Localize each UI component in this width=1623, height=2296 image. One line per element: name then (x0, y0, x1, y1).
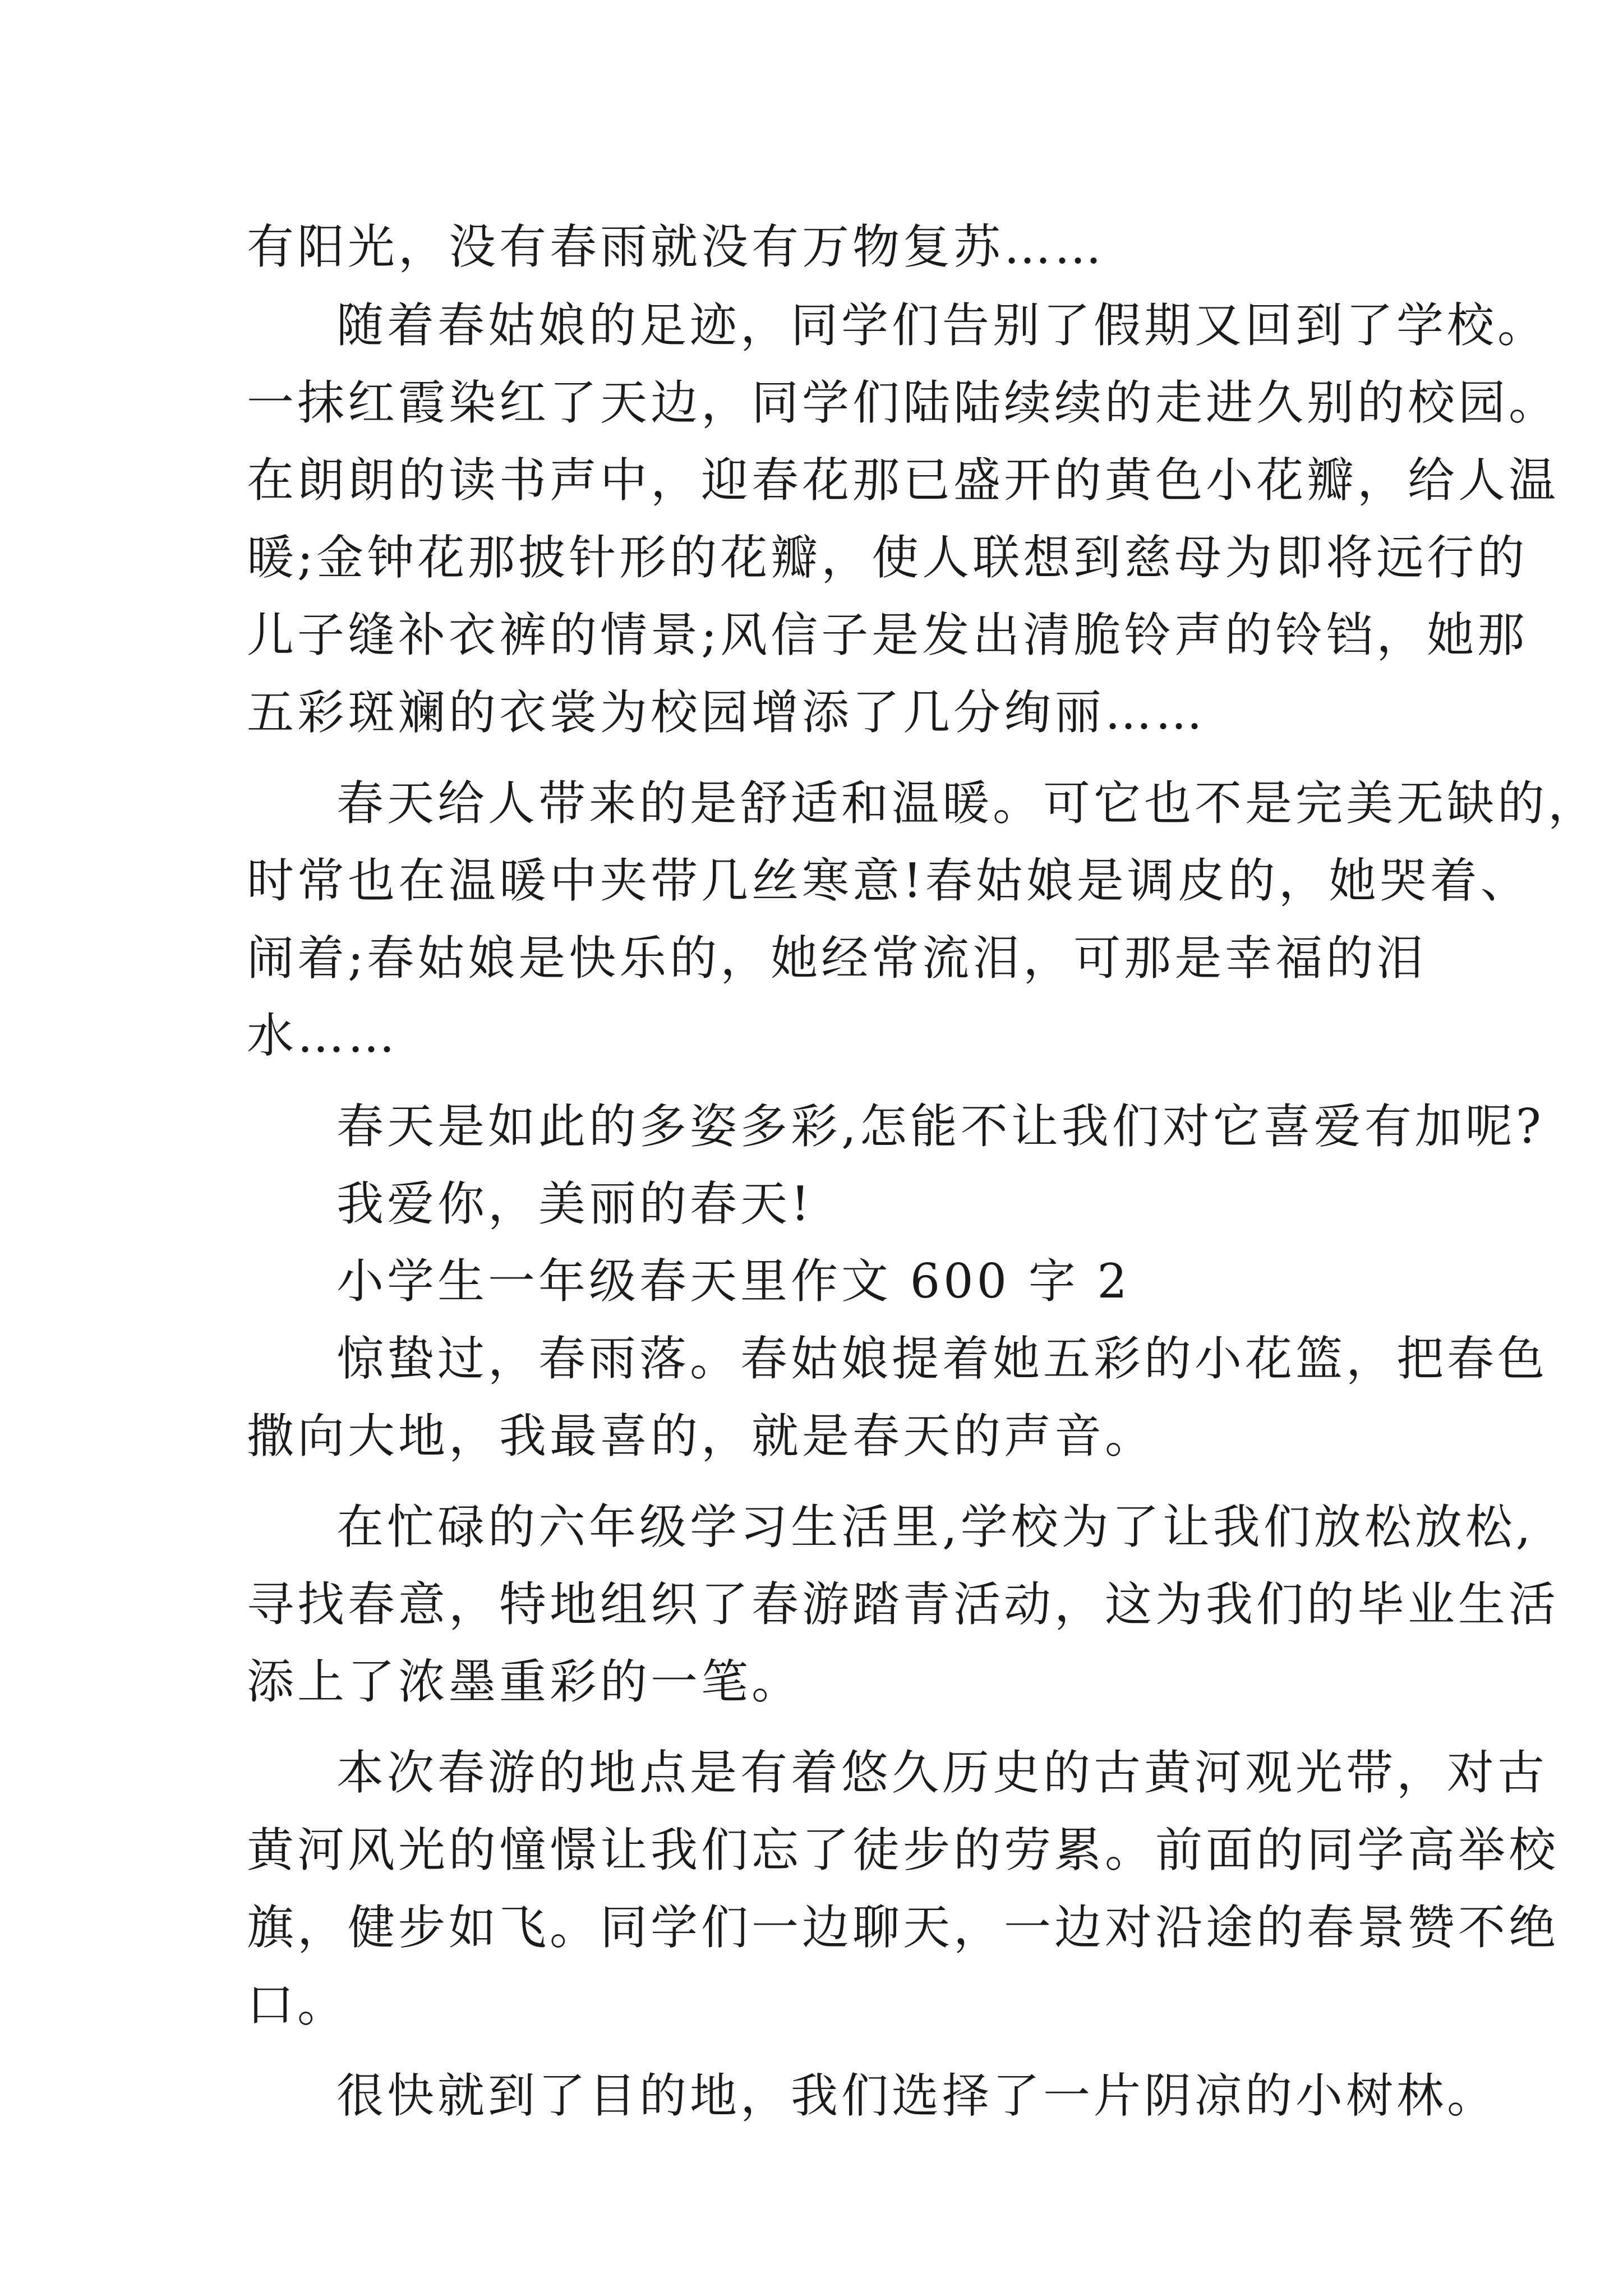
text-line: 口。 (247, 1977, 348, 2032)
text-line: 寻找春意，特地组织了春游踏青活动，这为我们的毕业生活 (247, 1577, 1560, 1632)
text-line: 黄河风光的憧憬让我们忘了徒步的劳累。前面的同学高举校 (247, 1823, 1560, 1878)
paragraph-start-line: 在忙碌的六年级学习生活里,学校为了让我们放松放松, (336, 1499, 1534, 1554)
paragraph-start-line: 春天是如此的多姿多彩,怎能不让我们对它喜爱有加呢? (336, 1099, 1544, 1154)
text-line: 添上了浓墨重彩的一笔。 (247, 1654, 803, 1709)
text-line: 撒向大地，我最喜的，就是春天的声音。 (247, 1409, 1156, 1464)
paragraph-start-line: 本次春游的地点是有着悠久历史的古黄河观光带，对古 (336, 1745, 1548, 1800)
text-line: 在朗朗的读书声中，迎春花那已盛开的黄色小花瓣，给人温 (247, 453, 1560, 508)
text-line: 一抹红霞染红了天边，同学们陆陆续续的走进久别的校园。 (247, 375, 1560, 430)
paragraph-start-line: 很快就到了目的地，我们选择了一片阴凉的小树林。 (336, 2068, 1498, 2123)
text-line: 旗，健步如飞。同学们一边聊天，一边对沿途的春景赞不绝 (247, 1900, 1560, 1955)
paragraph-start-line: 春天给人带来的是舒适和温暖。可它也不是完美无缺的， (336, 776, 1599, 831)
section-heading: 小学生一年级春天里作文 600 字 2 (336, 1254, 1131, 1309)
text-line: 儿子缝补衣裤的情景;风信子是发出清脆铃声的铃铛，她那 (247, 608, 1528, 662)
paragraph-start-line: 惊蛰过，春雨落。春姑娘提着她五彩的小花篮，把春色 (336, 1331, 1548, 1386)
text-line: 五彩斑斓的衣裳为校园增添了几分绚丽…… (247, 685, 1206, 740)
text-line: 时常也在温暖中夹带几丝寒意!春姑娘是调皮的，她哭着、 (247, 853, 1531, 908)
paragraph-start-line: 随着春姑娘的足迹，同学们告别了假期又回到了学校。 (336, 298, 1548, 353)
paragraph-start-line: 我爱你，美丽的春天! (336, 1176, 813, 1231)
text-line: 闹着;春姑娘是快乐的，她经常流泪，可那是幸福的泪 (247, 931, 1427, 986)
text-line: 暖;金钟花那披针形的花瓣，使人联想到慈母为即将远行的 (247, 530, 1528, 585)
text-line: 有阳光，没有春雨就没有万物复苏…… (247, 219, 1105, 274)
text-line: 水…… (247, 1008, 399, 1063)
